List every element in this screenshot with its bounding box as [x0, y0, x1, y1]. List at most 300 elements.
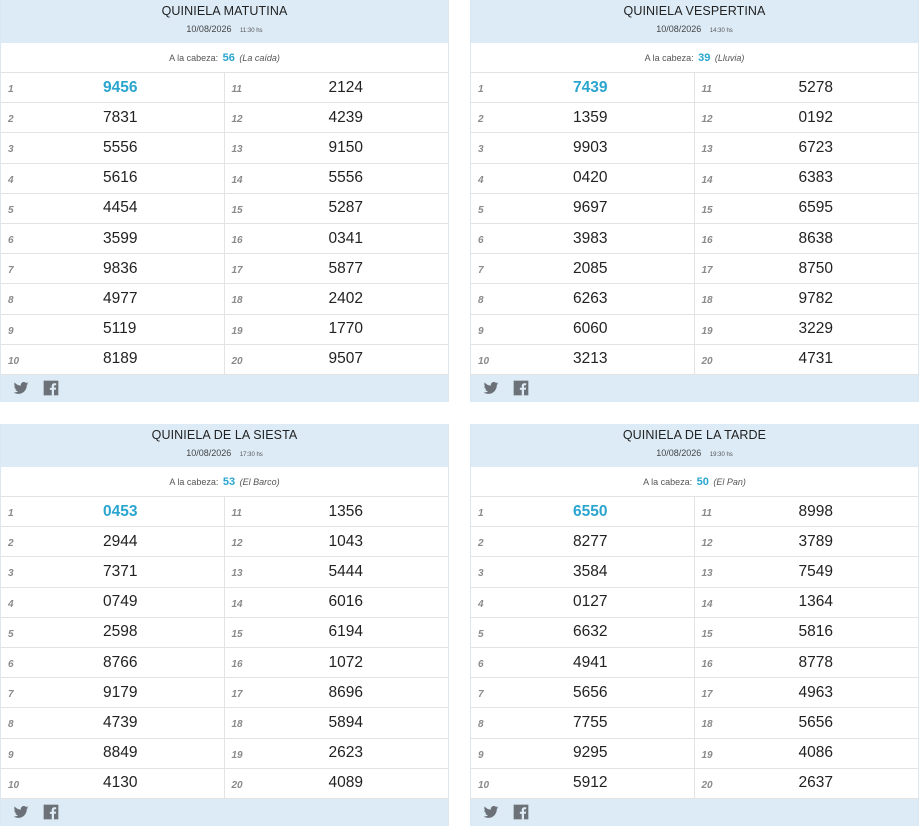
result-cell [471, 618, 695, 647]
draw-datetime [471, 22, 918, 38]
cabeza-number: 50 [696, 476, 709, 488]
position-number: 16 [701, 659, 713, 671]
card-header [471, 424, 918, 467]
result-cell [471, 194, 695, 223]
quiniela-card-2 [470, 0, 919, 402]
position-number: 6 [8, 659, 14, 671]
position-number: 17 [231, 689, 243, 701]
twitter-icon[interactable] [483, 804, 499, 820]
position-number: 18 [701, 719, 713, 731]
result-cell [1, 648, 225, 677]
position-number: 1 [8, 84, 14, 96]
table-row [471, 194, 918, 224]
winning-number: 0420 [573, 169, 608, 187]
winning-number: 7755 [573, 713, 608, 731]
head-number-line [1, 467, 448, 497]
result-cell [1, 678, 225, 707]
cabeza-label: A la cabeza: [643, 477, 693, 487]
result-cell [471, 648, 695, 677]
position-number: 17 [701, 689, 713, 701]
result-cell [695, 739, 919, 768]
position-number: 13 [231, 144, 243, 156]
position-number: 19 [231, 325, 243, 337]
facebook-icon[interactable] [43, 380, 59, 396]
result-cell [225, 648, 449, 677]
position-number: 11 [701, 84, 712, 96]
position-number: 2 [8, 538, 14, 550]
winning-number: 9295 [573, 744, 608, 762]
winning-number: 4731 [798, 350, 833, 368]
winning-number: 6194 [328, 623, 363, 641]
position-number: 13 [701, 568, 713, 580]
draw-datetime [1, 22, 448, 38]
table-row [471, 557, 918, 587]
table-row [471, 527, 918, 557]
result-cell [695, 254, 919, 283]
position-number: 13 [701, 144, 713, 156]
result-cell [1, 254, 225, 283]
result-cell [225, 769, 449, 798]
head-number-line [1, 43, 448, 73]
winning-number: 2402 [328, 289, 363, 307]
winning-number: 9150 [328, 138, 363, 156]
winning-number: 8766 [103, 653, 138, 671]
table-row [1, 618, 448, 648]
table-row [471, 103, 918, 133]
result-cell [225, 103, 449, 132]
result-cell [225, 194, 449, 223]
cabeza-label: A la cabeza: [644, 53, 694, 63]
winning-number: 4963 [798, 683, 833, 701]
position-number: 8 [8, 719, 14, 731]
result-cell [1, 315, 225, 344]
winning-number: 5444 [328, 562, 363, 580]
winning-number: 4941 [573, 653, 608, 671]
position-number: 10 [8, 355, 20, 367]
position-number: 12 [231, 114, 243, 126]
position-number: 12 [701, 114, 713, 126]
winning-number: 8849 [103, 744, 138, 762]
result-cell [1, 769, 225, 798]
draw-datetime [1, 446, 448, 462]
table-row [471, 315, 918, 345]
position-number: 14 [701, 174, 713, 186]
cabeza-label: A la cabeza: [169, 477, 219, 487]
result-cell [225, 315, 449, 344]
position-number: 18 [231, 719, 243, 731]
table-row [471, 284, 918, 314]
position-number: 3 [478, 568, 484, 580]
result-cell [471, 224, 695, 253]
winning-number: 1359 [573, 108, 608, 126]
card-title: QUINIELA DE LA SIESTA [151, 428, 298, 442]
position-number: 11 [231, 84, 242, 96]
winning-number: 4739 [103, 713, 138, 731]
winning-number: 2944 [103, 532, 138, 550]
result-cell [471, 103, 695, 132]
table-row [1, 648, 448, 678]
result-cell [695, 133, 919, 162]
table-row [471, 164, 918, 194]
results-table [1, 497, 448, 799]
result-cell [1, 527, 225, 556]
table-row [1, 588, 448, 618]
result-cell [471, 133, 695, 162]
position-number: 17 [701, 265, 713, 277]
winning-number: 3584 [573, 562, 608, 580]
table-row [1, 557, 448, 587]
winning-number: 4239 [328, 108, 363, 126]
quiniela-card-4 [470, 424, 919, 826]
result-cell [471, 557, 695, 586]
winning-number: 1356 [328, 502, 363, 520]
cabeza-number: 39 [698, 52, 711, 64]
table-row [1, 527, 448, 557]
cabeza-number: 53 [222, 476, 236, 488]
draw-time: 14:30 hs [709, 28, 733, 34]
result-cell [1, 284, 225, 313]
result-cell [225, 254, 449, 283]
results-table [471, 73, 918, 375]
winning-number: 7439 [573, 78, 608, 96]
winning-number: 9697 [573, 199, 608, 217]
card-header [1, 424, 448, 467]
table-row [471, 133, 918, 163]
result-cell [471, 254, 695, 283]
position-number: 15 [231, 628, 243, 640]
position-number: 20 [701, 355, 713, 367]
winning-number: 0453 [103, 502, 138, 520]
position-number: 19 [701, 325, 713, 337]
position-number: 19 [231, 749, 243, 761]
position-number: 1 [478, 84, 484, 96]
result-cell [695, 345, 919, 374]
share-bar [1, 375, 448, 402]
table-row [471, 769, 918, 799]
winning-number: 0127 [573, 593, 608, 611]
winning-number: 4130 [103, 774, 138, 792]
winning-number: 2637 [798, 774, 833, 792]
winning-number: 5912 [573, 774, 608, 792]
table-row [1, 103, 448, 133]
winning-number: 6383 [798, 169, 833, 187]
cabeza-label: A la cabeza: [169, 53, 219, 63]
position-number: 20 [231, 355, 243, 367]
position-number: 12 [701, 538, 713, 550]
table-row [1, 284, 448, 314]
table-row [471, 678, 918, 708]
position-number: 9 [8, 749, 14, 761]
position-number: 9 [478, 325, 484, 337]
winning-number: 5556 [103, 138, 138, 156]
position-number: 3 [8, 144, 14, 156]
result-cell [225, 345, 449, 374]
winning-number: 1364 [798, 593, 833, 611]
card-header [1, 0, 448, 43]
winning-number: 9903 [573, 138, 608, 156]
winning-number: 9179 [103, 683, 138, 701]
position-number: 20 [701, 779, 713, 791]
result-cell [695, 618, 919, 647]
winning-number: 3229 [798, 320, 833, 338]
position-number: 10 [478, 355, 490, 367]
position-number: 19 [701, 749, 713, 761]
position-number: 7 [478, 689, 484, 701]
winning-number: 5877 [328, 259, 363, 277]
result-cell [695, 678, 919, 707]
winning-number: 6550 [573, 502, 608, 520]
result-cell [471, 588, 695, 617]
cabeza-meaning: (La caída) [239, 53, 280, 63]
position-number: 5 [478, 204, 484, 216]
table-row [471, 345, 918, 375]
draw-date: 10/08/2026 [186, 448, 232, 458]
table-row [471, 497, 918, 527]
table-row [1, 133, 448, 163]
winning-number: 2623 [328, 744, 363, 762]
winning-number: 7831 [103, 108, 138, 126]
winning-number: 9836 [103, 259, 138, 277]
position-number: 10 [8, 779, 20, 791]
position-number: 14 [231, 174, 243, 186]
winning-number: 5656 [573, 683, 608, 701]
quiniela-card-1 [0, 0, 449, 402]
position-number: 7 [8, 689, 14, 701]
result-cell [471, 769, 695, 798]
facebook-icon[interactable] [513, 804, 529, 820]
result-cell [1, 224, 225, 253]
result-cell [225, 224, 449, 253]
winning-number: 2598 [103, 623, 138, 641]
result-cell [471, 315, 695, 344]
position-number: 6 [478, 235, 484, 247]
winning-number: 5816 [798, 623, 833, 641]
result-cell [1, 164, 225, 193]
share-bar [1, 799, 448, 826]
result-cell [225, 588, 449, 617]
result-cell [695, 588, 919, 617]
winning-number: 5894 [328, 713, 363, 731]
position-number: 8 [478, 295, 484, 307]
cabeza-number: 56 [222, 52, 235, 64]
position-number: 5 [8, 204, 14, 216]
table-row [471, 254, 918, 284]
winning-number: 7371 [103, 562, 138, 580]
facebook-icon[interactable] [513, 380, 529, 396]
table-row [1, 678, 448, 708]
position-number: 9 [478, 749, 484, 761]
position-number: 4 [8, 174, 14, 186]
card-title: QUINIELA VESPERTINA [623, 4, 766, 18]
table-row [1, 73, 448, 103]
card-header [471, 0, 918, 43]
result-cell [471, 497, 695, 526]
result-cell [1, 739, 225, 768]
position-number: 5 [478, 628, 484, 640]
position-number: 3 [478, 144, 484, 156]
draw-date: 10/08/2026 [656, 24, 702, 34]
head-number-line [471, 43, 918, 73]
position-number: 15 [701, 204, 713, 216]
result-cell [225, 284, 449, 313]
table-row [471, 739, 918, 769]
position-number: 4 [478, 174, 484, 186]
winning-number: 1770 [328, 320, 363, 338]
position-number: 6 [8, 235, 14, 247]
winning-number: 6016 [328, 593, 363, 611]
position-number: 15 [231, 204, 243, 216]
winning-number: 8638 [798, 229, 833, 247]
result-cell [1, 497, 225, 526]
position-number: 16 [231, 235, 243, 247]
result-cell [695, 557, 919, 586]
result-cell [225, 618, 449, 647]
position-number: 12 [231, 538, 243, 550]
card-title: QUINIELA MATUTINA [161, 4, 288, 18]
winning-number: 0192 [798, 108, 833, 126]
winning-number: 3599 [103, 229, 138, 247]
position-number: 7 [8, 265, 14, 277]
winning-number: 9507 [328, 350, 363, 368]
position-number: 16 [231, 659, 243, 671]
position-number: 18 [231, 295, 243, 307]
position-number: 18 [701, 295, 713, 307]
table-row [1, 739, 448, 769]
table-row [471, 708, 918, 738]
winning-number: 6723 [798, 138, 833, 156]
result-cell [695, 497, 919, 526]
winning-number: 6595 [798, 199, 833, 217]
result-cell [225, 739, 449, 768]
position-number: 1 [8, 508, 14, 520]
position-number: 1 [478, 508, 484, 520]
result-cell [471, 73, 695, 102]
winning-number: 2085 [573, 259, 608, 277]
winning-number: 8778 [798, 653, 833, 671]
winning-number: 8696 [328, 683, 363, 701]
winning-number: 5278 [798, 78, 833, 96]
position-number: 2 [478, 538, 484, 550]
draw-date: 10/08/2026 [656, 448, 702, 458]
position-number: 6 [478, 659, 484, 671]
card-title: QUINIELA DE LA TARDE [622, 428, 767, 442]
result-cell [695, 315, 919, 344]
table-row [1, 769, 448, 799]
result-cell [225, 527, 449, 556]
table-row [1, 497, 448, 527]
winning-number: 3789 [798, 532, 833, 550]
twitter-icon[interactable] [13, 380, 29, 396]
result-cell [471, 678, 695, 707]
result-cell [225, 557, 449, 586]
draw-time: 19:30 hs [709, 452, 733, 458]
winning-number: 3983 [573, 229, 608, 247]
result-cell [471, 284, 695, 313]
winning-number: 0749 [103, 593, 138, 611]
result-cell [1, 618, 225, 647]
position-number: 11 [231, 508, 242, 520]
draw-time: 11:30 hs [239, 28, 263, 34]
position-number: 11 [701, 508, 712, 520]
position-number: 14 [701, 598, 713, 610]
result-cell [1, 345, 225, 374]
table-row [1, 708, 448, 738]
result-cell [695, 284, 919, 313]
winning-number: 8277 [573, 532, 608, 550]
winning-number: 1072 [328, 653, 363, 671]
cabeza-meaning: (El Pan) [713, 477, 746, 487]
results-table [1, 73, 448, 375]
results-table [471, 497, 918, 799]
table-row [1, 315, 448, 345]
share-bar [471, 375, 918, 402]
position-number: 17 [231, 265, 243, 277]
position-number: 4 [8, 598, 14, 610]
winning-number: 6632 [573, 623, 608, 641]
head-number-line [471, 467, 918, 497]
table-row [471, 618, 918, 648]
winning-number: 8189 [103, 350, 138, 368]
facebook-icon[interactable] [43, 804, 59, 820]
winning-number: 4454 [103, 199, 138, 217]
twitter-icon[interactable] [483, 380, 499, 396]
table-row [1, 254, 448, 284]
table-row [471, 73, 918, 103]
result-cell [225, 497, 449, 526]
table-row [1, 224, 448, 254]
result-cell [1, 73, 225, 102]
cabeza-meaning: (Lluvia) [714, 53, 745, 63]
result-cell [471, 739, 695, 768]
position-number: 5 [8, 628, 14, 640]
draw-time: 17:30 hs [239, 452, 263, 458]
twitter-icon[interactable] [13, 804, 29, 820]
winning-number: 5616 [103, 169, 138, 187]
winning-number: 3213 [573, 350, 608, 368]
winning-number: 0341 [328, 229, 363, 247]
winning-number: 9456 [103, 78, 138, 96]
draw-date: 10/08/2026 [186, 24, 232, 34]
winning-number: 5556 [328, 169, 363, 187]
winning-number: 4977 [103, 289, 138, 307]
result-cell [695, 194, 919, 223]
result-cell [695, 164, 919, 193]
position-number: 2 [8, 114, 14, 126]
result-cell [1, 557, 225, 586]
position-number: 20 [231, 779, 243, 791]
position-number: 7 [478, 265, 484, 277]
result-cell [471, 164, 695, 193]
share-bar [471, 799, 918, 826]
winning-number: 8750 [798, 259, 833, 277]
position-number: 9 [8, 325, 14, 337]
position-number: 8 [478, 719, 484, 731]
result-cell [695, 527, 919, 556]
position-number: 8 [8, 295, 14, 307]
result-cell [225, 164, 449, 193]
result-cell [471, 527, 695, 556]
result-cell [1, 133, 225, 162]
winning-number: 5656 [798, 713, 833, 731]
position-number: 13 [231, 568, 243, 580]
winning-number: 9782 [798, 289, 833, 307]
result-cell [471, 708, 695, 737]
result-cell [695, 103, 919, 132]
result-cell [225, 678, 449, 707]
result-cell [695, 769, 919, 798]
winning-number: 1043 [328, 532, 363, 550]
winning-number: 4089 [328, 774, 363, 792]
